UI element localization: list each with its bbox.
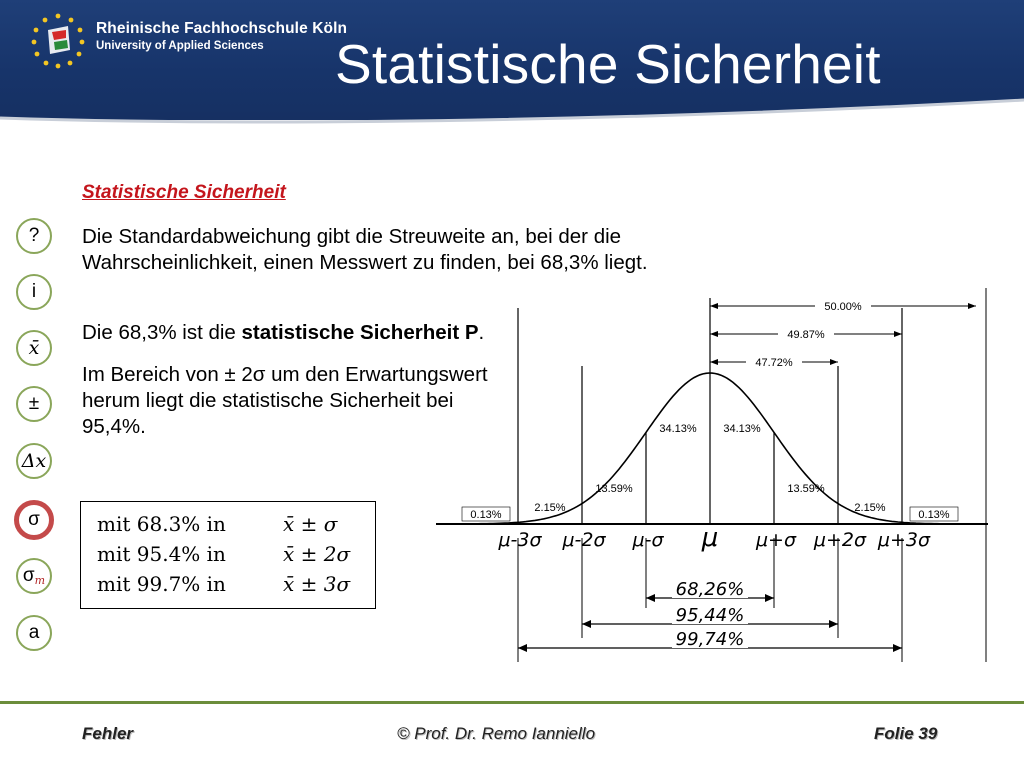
chart-cumulative-label: 49.87% xyxy=(787,329,825,341)
chart-interval-label: 95,44% xyxy=(675,605,745,626)
chart-arrowhead xyxy=(893,644,902,652)
chart-arrowhead xyxy=(765,594,774,602)
slide-header xyxy=(0,0,1024,140)
question-icon: ? xyxy=(28,225,40,246)
chart-tick-label: μ-3σ xyxy=(498,529,542,551)
chart-tick-label: μ+σ xyxy=(755,529,797,551)
formula-label: mit 99.7% in xyxy=(97,572,226,596)
sigma-m-label: σ xyxy=(22,565,35,586)
formula-expression: x̄ ± 2σ xyxy=(283,542,351,566)
chart-tick-label: μ+3σ xyxy=(877,529,931,551)
paragraph-standard-deviation: Die Standardabweichung gibt die Streuweite an, bei der die Wahrscheinlichkeit, einen Messwert zu finden, bei 68,3% liegt. xyxy=(82,225,648,274)
chart-arrowhead xyxy=(518,644,527,652)
chart-tick-label: μ xyxy=(701,523,719,553)
chart-region-label: 2.15% xyxy=(534,502,566,514)
chart-arrowhead xyxy=(646,594,655,602)
p2-bold: statistische Sicherheit P xyxy=(241,321,479,344)
chart-arrowhead xyxy=(582,620,591,628)
chart-region-label: 34.13% xyxy=(659,423,697,435)
chart-interval-label: 99,74% xyxy=(675,629,745,650)
chart-arrowhead xyxy=(968,303,976,309)
p2-suffix: . xyxy=(478,321,485,344)
sigma-m-icon xyxy=(23,565,45,587)
chart-tick-label: μ-2σ xyxy=(562,529,606,551)
chart-region-label: 13.59% xyxy=(787,483,825,495)
chart-arrowhead xyxy=(829,620,838,628)
formula-expression: x̄ ± σ xyxy=(283,512,338,536)
formula-label: mit 95.4% in xyxy=(97,542,226,566)
chart-arrowhead xyxy=(710,359,718,365)
nav-sigma-m-button[interactable] xyxy=(16,558,52,594)
chart-region-label: 0.13% xyxy=(918,509,950,521)
mean-icon: x̄ xyxy=(28,337,40,359)
nav-a-button[interactable] xyxy=(16,615,52,651)
footer-topic: Fehler xyxy=(82,724,134,743)
university-logo-icon xyxy=(26,10,90,70)
chart-interval-label: 68,26% xyxy=(675,579,745,600)
footer-divider xyxy=(0,701,1024,704)
formula-expression: x̄ ± 3σ xyxy=(283,572,351,596)
nav-mean-button[interactable] xyxy=(16,330,52,366)
chart-region-label: 13.59% xyxy=(595,483,633,495)
delta-x-icon: Δx xyxy=(21,450,47,472)
chart-region-label: 34.13% xyxy=(723,423,761,435)
chart-arrowhead xyxy=(830,359,838,365)
formula-box xyxy=(80,501,376,609)
chart-cumulative-label: 50.00% xyxy=(824,301,862,313)
sigma-m-subscript: m xyxy=(34,574,46,587)
a-icon: a xyxy=(28,622,40,643)
formula-label: mit 68.3% in xyxy=(97,512,226,536)
chart-arrowhead xyxy=(894,331,902,337)
chart-cumulative-label: 47.72% xyxy=(755,357,793,369)
footer-author: © Prof. Dr. Remo Ianniello xyxy=(397,724,596,743)
university-subtitle: University of Applied Sciences xyxy=(96,40,264,52)
sigma-icon: σ xyxy=(28,509,40,530)
nav-sigma-button[interactable] xyxy=(14,500,54,540)
chart-region-label: 0.13% xyxy=(470,509,502,521)
slide-title: Statistische Sicherheit xyxy=(335,33,881,95)
chart-arrowhead xyxy=(710,303,718,309)
nav-delta-x-button[interactable] xyxy=(16,443,52,479)
section-title: Statistische Sicherheit xyxy=(82,182,286,203)
footer-slide-number: Folie 39 xyxy=(874,724,938,743)
plus-minus-icon: ± xyxy=(28,393,40,414)
nav-question-button[interactable] xyxy=(16,218,52,254)
chart-bell-curve xyxy=(436,373,988,524)
chart-tick-label: μ+2σ xyxy=(813,529,867,551)
university-name: Rheinische Fachhochschule Köln xyxy=(96,20,348,37)
nav-plus-minus-button[interactable] xyxy=(16,386,52,422)
paragraph-two-sigma: Im Bereich von ± 2σ um den Erwartungswert herum liegt die statistische Sicherheit bei 95,4%. xyxy=(82,363,488,438)
info-icon: i xyxy=(31,281,37,302)
p2-prefix: Die 68,3% ist die xyxy=(82,321,242,344)
chart-region-label: 2.15% xyxy=(854,502,886,514)
nav-info-button[interactable] xyxy=(16,274,52,310)
chart-arrowhead xyxy=(710,331,718,337)
chart-tick-label: μ-σ xyxy=(632,529,664,551)
normal-distribution-chart xyxy=(436,288,994,666)
